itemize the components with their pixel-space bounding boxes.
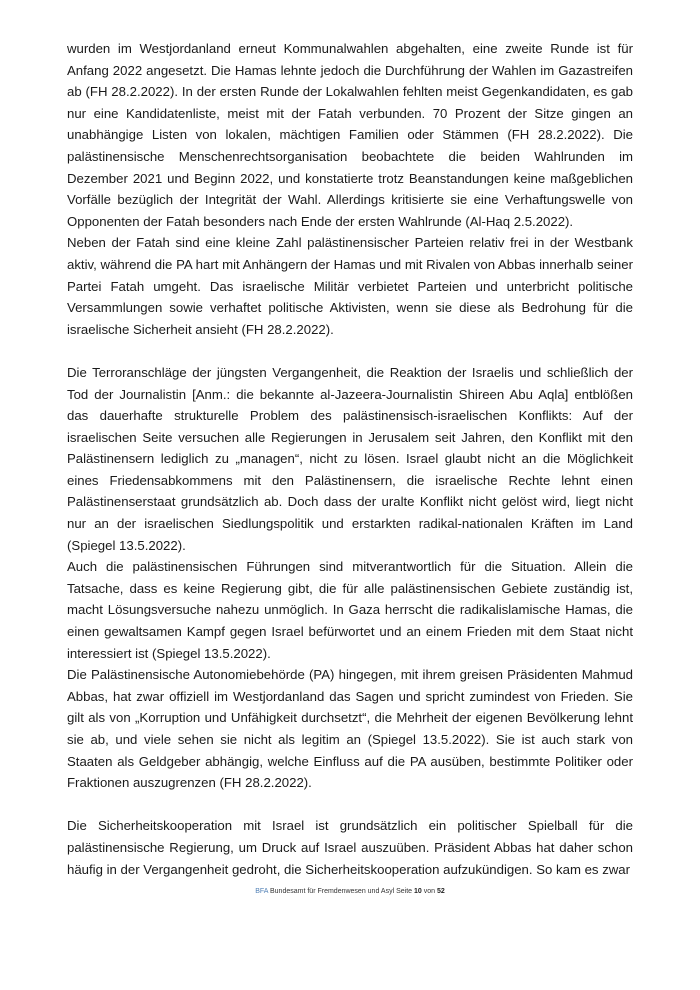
document-body — [67, 38, 633, 880]
footer-brand: BFA — [255, 888, 269, 895]
paragraph-palestinian-leadership: Auch die palästinensischen Führungen sind mitverantwortlich für die Situation. Allein die Tatsache, dass es keine Regierung gibt, die für alle palästinensischen Gebiete zuständig ist, macht Lösungsversuche nahezu unmöglich. In Gaza herrscht die radikalislamische Hamas, die einen gewaltsamen Kampf gegen Israel befürwortet und an einem Frieden mit dem Staat nicht interessiert ist (Spiegel 13.5.2022). — [67, 559, 633, 661]
paragraph-local-elections: wurden im Westjordanland erneut Kommunalwahlen abgehalten, eine zweite Runde ist für Anfang 2022 angesetzt. Die Hamas lehnte jedoch die Durchführung der Wahlen im Gazastreifen ab (FH 28.2.2022). In der ersten Runde der Lokalwahlen fehlten meist Gegenkandidaten, es gab nur eine Kandidatenliste, meist mit der Fatah verbunden. 70 Prozent der Sitze gingen an unabhängige Listen von lokalen, mächtigen Familien oder Stämmen (FH 28.2.2022). Die palästinensische Menschenrechtsorganisation beobachtete die beiden Wahlrunden im Dezember 2021 und Beginn 2022, und konstatierte trotz Beanstandungen keine maßgeblichen Vorfälle bezüglich der Integrität der Wahl. Allerdings kritisierte sie eine Verhaftungswelle von Opponenten der Fatah besonders nach Ende der ersten Wahlrunde (Al-Haq 2.5.2022). — [67, 41, 633, 229]
footer-organization: Bundesamt für Fremdenwesen und Asyl — [270, 888, 395, 895]
page-footer — [0, 887, 700, 897]
paragraph-conflict: Die Terroranschläge der jüngsten Vergangenheit, die Reaktion der Israelis und schließlich der Tod der Journalistin [Anm.: die bekannte al-Jazeera-Journalistin Shireen Abu Aqla] entblößen das dauerhafte strukturelle Problem des palästinensisch-israelischen Konflikts: Auf der israelischen Seite versuchen alle Regierungen in Jerusalem seit Jahren, den Konflikt mit den Palästinensern lediglich zu „managen“, nicht zu lösen. Israel glaubt nicht an die Möglichkeit eines Friedensabkommens mit den Palästinensern, die israelische Rechte lehnt einen Palästinenserstaat grundsätzlich ab. Doch dass der uralte Konflikt nicht gelöst wird, liegt nicht nur an der israelischen Siedlungspolitik und erstarkten radikal-nationalen Kräften im Land (Spiegel 13.5.2022). — [67, 364, 633, 553]
footer-page-current: 10 — [414, 888, 422, 895]
footer-page-total: 52 — [437, 888, 445, 895]
paragraph-parties: Neben der Fatah sind eine kleine Zahl palästinensischer Parteien relativ frei in der Westbank aktiv, während die PA hart mit Anhängern der Hamas und mit Rivalen von Abbas innerhalb seiner Partei Fatah umgeht. Das israelische Militär verbietet Parteien und unterbricht politische Versammlungen sowie verhaftet politische Aktivisten, wenn sie diese als Bedrohung für die israelische Sicherheit ansieht (FH 28.2.2022). — [67, 235, 633, 337]
footer-page-label: Seite — [396, 888, 413, 895]
paragraph-palestinian-authority: Die Palästinensische Autonomiebehörde (PA) hingegen, mit ihrem greisen Präsidenten Mahmud Abbas, hat zwar offiziell im Westjordanland das Sagen und spricht zumindest von Frieden. Sie gilt als von „Korruption und Unfähigkeit durchsetzt“, die Mehrheit der eigenen Bevölkerung lehnt sie ab, und viele sehen sie nicht als legitim an (Spiegel 13.5.2022). Sie ist auch stark von Staaten als Geldgeber abhängig, welche Einfluss auf die PA ausüben, bestimmte Politiker oder Fraktionen auszugrenzen (FH 28.2.2022). — [67, 667, 633, 791]
paragraph-security-cooperation: Die Sicherheitskooperation mit Israel ist grundsätzlich ein politischer Spielball für die palästinensische Regierung, um Druck auf Israel auszuüben. Präsident Abbas hat daher schon häufig in der Vergangenheit gedroht, die Sicherheitskooperation aufzukündigen. So kam es zwar — [67, 818, 633, 877]
footer-page-of-label: von — [423, 888, 436, 895]
